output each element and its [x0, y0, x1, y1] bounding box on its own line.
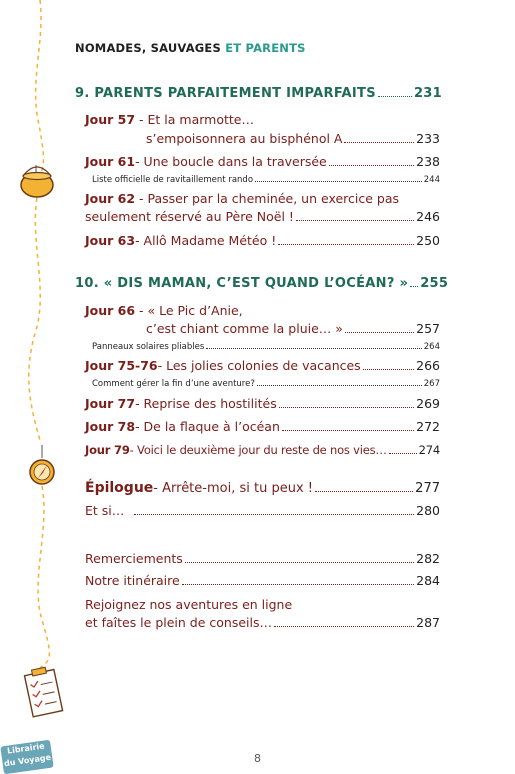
dot-leader: [255, 181, 422, 182]
dot-leader: [279, 407, 414, 408]
dot-leader: [257, 385, 422, 386]
chapter-heading: [75, 86, 442, 101]
chapter-page: 231: [413, 86, 442, 101]
toc-entry: Jour 75-76 - Les jolies colonies de vacances 266: [85, 358, 440, 373]
toc-entry: Jour 79 - Voici le deuxième jour du reste de nos vies… 274: [85, 443, 440, 457]
dot-leader: [282, 430, 414, 431]
running-title-accent: ET PARENTS: [225, 41, 306, 55]
toc-entry: Jour 61 - Une boucle dans la traversée 238: [85, 154, 440, 169]
chapter-title: 9. PARENTS PARFAITEMENT IMPARFAITS: [75, 86, 376, 101]
dot-leader: [378, 96, 412, 97]
page-number: 8: [254, 752, 261, 765]
toc-entry-line1: Jour 66 - « Le Pic d’Anie,: [85, 303, 243, 318]
toc-entry: c’est chiant comme la pluie… » 257: [146, 321, 440, 336]
toc-entry: Et si… 280: [85, 503, 440, 518]
toc-entry: Épilogue - Arrête-moi, si tu peux ! 277: [85, 480, 440, 496]
running-title: NOMADES, SAUVAGES: [75, 41, 221, 55]
dot-leader: [389, 453, 417, 454]
toc-entry: Jour 78 - De la flaque à l’océan 272: [85, 419, 440, 434]
dot-leader: [344, 142, 414, 143]
toc-entry: Notre itinéraire 284: [85, 573, 440, 588]
librairie-du-voyage-logo: Librairie du Voyage: [0, 740, 53, 774]
toc-entry-line1: Jour 62 - Passer par la cheminée, un exercice pas: [85, 191, 400, 206]
dot-leader: [345, 332, 414, 333]
dot-leader: [278, 244, 414, 245]
dot-leader: [410, 286, 418, 287]
dot-leader: [296, 220, 414, 221]
toc-subentry: Liste officielle de ravitaillement rando 244: [92, 175, 440, 185]
dot-leader: [363, 369, 414, 370]
chapter-title: 10. « DIS MAMAN, C’EST QUAND L’OCÉAN? »: [75, 276, 409, 291]
toc-entry-line1: Rejoignez nos aventures en ligne: [85, 597, 293, 612]
toc-subentry: Panneaux solaires pliables 264: [92, 342, 440, 352]
cooking-pot-icon: [21, 165, 53, 197]
running-header: [75, 41, 306, 55]
toc-entry: s’empoisonnera au bisphénol A 233: [146, 131, 440, 146]
toc-entry: Remerciements 282: [85, 551, 440, 566]
chapter-heading: [75, 276, 449, 291]
dot-leader: [182, 584, 414, 585]
chapter-page: 255: [420, 276, 449, 291]
dot-leader: [315, 491, 413, 492]
dot-leader: [329, 165, 414, 166]
dot-leader: [185, 562, 414, 563]
checklist-icon: [24, 666, 63, 717]
toc-entry: seulement réservé au Père Noël ! 246: [85, 209, 440, 224]
dot-leader: [274, 626, 414, 627]
toc-entry-line1: Jour 57 - Et la marmotte…: [85, 112, 254, 127]
toc-entry: et faîtes le plein de conseils… 287: [85, 615, 440, 630]
dot-leader: [206, 348, 422, 349]
dot-leader: [134, 514, 414, 515]
toc-subentry: Comment gérer la fin d’une aventure? 267: [92, 379, 440, 389]
toc-entry: Jour 77 - Reprise des hostilités 269: [85, 396, 440, 411]
compass-icon: [30, 445, 54, 484]
decorative-trail: [0, 0, 80, 772]
toc-entry: Jour 63 - Allô Madame Météo ! 250: [85, 233, 440, 248]
